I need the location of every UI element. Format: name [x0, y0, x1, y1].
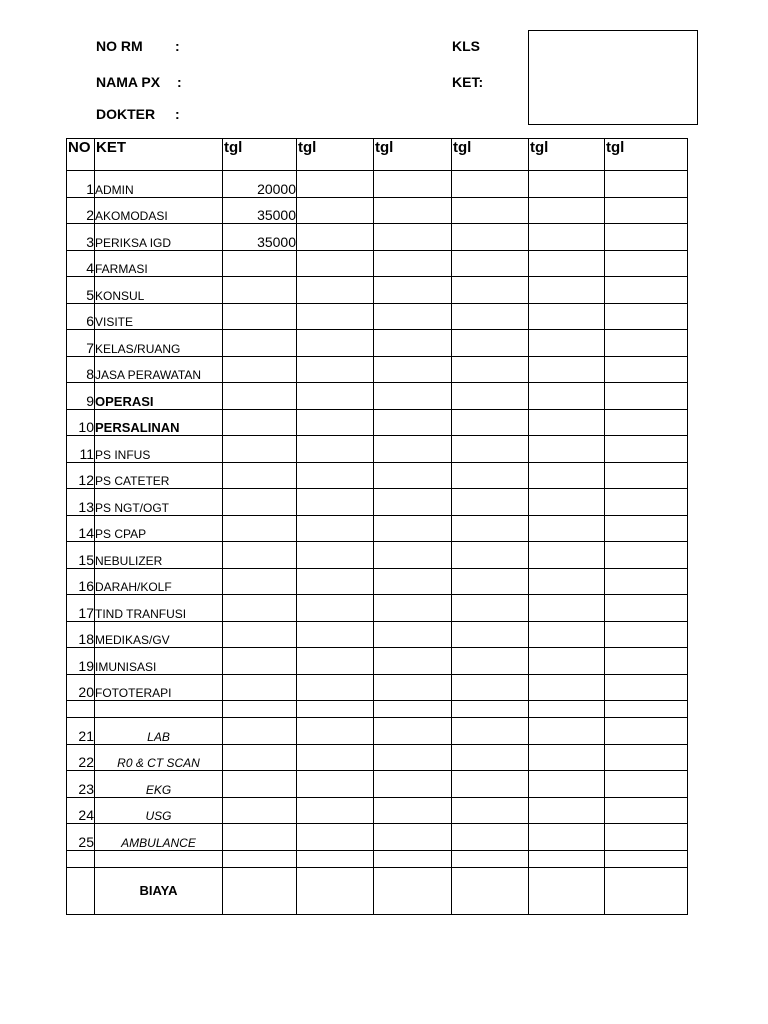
amount-cell[interactable] [605, 250, 688, 277]
row-number: 25 [67, 824, 95, 851]
amount-cell[interactable] [297, 515, 374, 542]
table-row [67, 303, 688, 330]
amount-cell[interactable] [452, 568, 529, 595]
amount-cell[interactable] [605, 621, 688, 648]
row-description: EKG [95, 771, 223, 798]
row-number: 4 [67, 250, 95, 277]
amount-cell[interactable] [605, 489, 688, 516]
amount-cell[interactable] [605, 383, 688, 410]
row-description: ADMIN [95, 171, 223, 198]
row-description: AMBULANCE [95, 824, 223, 851]
amount-cell[interactable] [529, 250, 605, 277]
amount-cell[interactable] [452, 277, 529, 304]
row-number: 12 [67, 462, 95, 489]
empty-cell [529, 701, 605, 718]
amount-cell[interactable] [605, 595, 688, 622]
row-number: 18 [67, 621, 95, 648]
billing-table [66, 138, 688, 915]
empty-cell [605, 850, 688, 867]
amount-cell[interactable] [529, 462, 605, 489]
amount-cell[interactable] [297, 330, 374, 357]
amount-cell[interactable] [374, 250, 452, 277]
amount-cell[interactable] [297, 595, 374, 622]
amount-cell[interactable] [223, 542, 297, 569]
amount-cell[interactable] [297, 250, 374, 277]
amount-cell[interactable] [605, 303, 688, 330]
amount-cell[interactable] [374, 277, 452, 304]
amount-cell[interactable] [223, 330, 297, 357]
row-number: 20 [67, 674, 95, 701]
amount-cell[interactable] [297, 718, 374, 745]
amount-cell[interactable] [223, 568, 297, 595]
table-row [67, 356, 688, 383]
amount-cell[interactable] [605, 744, 688, 771]
amount-cell[interactable] [297, 542, 374, 569]
amount-cell[interactable] [452, 771, 529, 798]
amount-cell[interactable] [297, 224, 374, 251]
table-row [67, 436, 688, 463]
amount-cell[interactable] [452, 489, 529, 516]
amount-cell[interactable] [605, 462, 688, 489]
amount-cell[interactable] [452, 797, 529, 824]
amount-cell[interactable] [529, 436, 605, 463]
amount-cell[interactable] [452, 595, 529, 622]
empty-cell [452, 850, 529, 867]
amount-cell[interactable] [374, 648, 452, 675]
amount-cell[interactable] [223, 462, 297, 489]
col-header-tgl: tgl [605, 139, 688, 171]
table-row [67, 568, 688, 595]
amount-cell[interactable] [452, 383, 529, 410]
empty-cell [67, 850, 95, 867]
row-number: 3 [67, 224, 95, 251]
amount-cell[interactable] [529, 674, 605, 701]
dokter-label: DOKTER [96, 106, 156, 122]
amount-cell[interactable] [297, 797, 374, 824]
row-number: 14 [67, 515, 95, 542]
row-number: 13 [67, 489, 95, 516]
total-cell[interactable] [529, 867, 605, 914]
empty-cell [374, 701, 452, 718]
row-description: R0 & CT SCAN [95, 744, 223, 771]
amount-cell[interactable] [605, 436, 688, 463]
amount-cell[interactable]: 35000 [223, 197, 297, 224]
amount-cell[interactable] [529, 621, 605, 648]
table-row [67, 595, 688, 622]
amount-cell[interactable] [605, 409, 688, 436]
row-number: 9 [67, 383, 95, 410]
empty-cell [297, 850, 374, 867]
empty-cell [67, 867, 95, 914]
empty-cell [95, 701, 223, 718]
row-description: PERIKSA IGD [95, 224, 223, 251]
ket-label: KET: [452, 74, 484, 90]
amount-cell[interactable] [529, 744, 605, 771]
amount-cell[interactable] [223, 595, 297, 622]
amount-cell[interactable] [605, 771, 688, 798]
row-number: 10 [67, 409, 95, 436]
row-description: FOTOTERAPI [95, 674, 223, 701]
amount-cell[interactable] [529, 797, 605, 824]
row-description: KONSUL [95, 277, 223, 304]
kls-label: KLS [452, 38, 480, 54]
row-description: NEBULIZER [95, 542, 223, 569]
row-description: PS CATETER [95, 462, 223, 489]
amount-cell[interactable] [605, 648, 688, 675]
amount-cell[interactable] [223, 303, 297, 330]
row-number: 11 [67, 436, 95, 463]
col-header-tgl: tgl [223, 139, 297, 171]
empty-cell [297, 701, 374, 718]
no-rm-colon: : [175, 38, 180, 54]
row-number: 23 [67, 771, 95, 798]
amount-cell[interactable] [223, 648, 297, 675]
amount-cell[interactable] [374, 383, 452, 410]
amount-cell[interactable] [605, 824, 688, 851]
row-number: 1 [67, 171, 95, 198]
row-number: 16 [67, 568, 95, 595]
amount-cell[interactable] [529, 224, 605, 251]
amount-cell[interactable] [529, 515, 605, 542]
amount-cell[interactable] [529, 489, 605, 516]
amount-cell[interactable] [374, 436, 452, 463]
amount-cell[interactable] [605, 356, 688, 383]
table-row [67, 621, 688, 648]
table-row [67, 542, 688, 569]
amount-cell[interactable] [374, 542, 452, 569]
amount-cell[interactable] [452, 824, 529, 851]
table-row [67, 515, 688, 542]
amount-cell[interactable] [605, 330, 688, 357]
amount-cell[interactable] [452, 197, 529, 224]
row-number: 8 [67, 356, 95, 383]
col-header-tgl: tgl [452, 139, 529, 171]
table-row [67, 718, 688, 745]
amount-cell[interactable] [374, 674, 452, 701]
row-description: LAB [95, 718, 223, 745]
row-description: IMUNISASI [95, 648, 223, 675]
amount-cell[interactable] [529, 330, 605, 357]
amount-cell[interactable] [297, 409, 374, 436]
amount-cell[interactable] [297, 489, 374, 516]
amount-cell[interactable] [297, 674, 374, 701]
amount-cell[interactable] [452, 462, 529, 489]
row-number: 7 [67, 330, 95, 357]
amount-cell[interactable] [529, 197, 605, 224]
row-description: MEDIKAS/GV [95, 621, 223, 648]
amount-cell[interactable] [452, 171, 529, 198]
amount-cell[interactable] [223, 277, 297, 304]
row-description: TIND TRANFUSI [95, 595, 223, 622]
biaya-label: BIAYA [95, 867, 223, 914]
amount-cell[interactable] [529, 542, 605, 569]
amount-cell[interactable] [223, 771, 297, 798]
table-row [67, 277, 688, 304]
amount-cell[interactable] [452, 356, 529, 383]
amount-cell[interactable] [374, 621, 452, 648]
amount-cell[interactable] [374, 744, 452, 771]
amount-cell[interactable]: 35000 [223, 224, 297, 251]
amount-cell[interactable] [374, 489, 452, 516]
amount-cell[interactable] [529, 303, 605, 330]
amount-cell[interactable] [223, 515, 297, 542]
dokter-colon: : [175, 106, 180, 122]
amount-cell[interactable] [223, 436, 297, 463]
amount-cell[interactable] [223, 356, 297, 383]
row-number: 6 [67, 303, 95, 330]
amount-cell[interactable] [529, 595, 605, 622]
total-cell[interactable] [223, 867, 297, 914]
row-number: 5 [67, 277, 95, 304]
table-row [67, 674, 688, 701]
amount-cell[interactable] [374, 303, 452, 330]
amount-cell[interactable] [223, 797, 297, 824]
amount-cell[interactable] [529, 409, 605, 436]
table-row [67, 462, 688, 489]
total-row [67, 867, 688, 914]
empty-cell [95, 850, 223, 867]
amount-cell[interactable] [297, 171, 374, 198]
amount-cell[interactable] [529, 771, 605, 798]
amount-cell[interactable] [297, 824, 374, 851]
table-row [67, 648, 688, 675]
row-description: KELAS/RUANG [95, 330, 223, 357]
row-description: PS INFUS [95, 436, 223, 463]
amount-cell[interactable] [223, 621, 297, 648]
amount-cell[interactable] [374, 356, 452, 383]
amount-cell[interactable] [605, 674, 688, 701]
amount-cell[interactable] [223, 824, 297, 851]
amount-cell[interactable] [452, 744, 529, 771]
amount-cell[interactable] [452, 515, 529, 542]
row-number: 19 [67, 648, 95, 675]
table-row [67, 824, 688, 851]
spacer-row [67, 850, 688, 867]
amount-cell[interactable] [529, 277, 605, 304]
amount-cell[interactable] [452, 250, 529, 277]
row-description: USG [95, 797, 223, 824]
amount-cell[interactable] [452, 303, 529, 330]
row-description: DARAH/KOLF [95, 568, 223, 595]
amount-cell[interactable] [223, 489, 297, 516]
table-row [67, 744, 688, 771]
amount-cell[interactable] [374, 718, 452, 745]
table-row [67, 224, 688, 251]
amount-cell[interactable] [529, 718, 605, 745]
amount-cell[interactable] [297, 462, 374, 489]
amount-cell[interactable] [374, 171, 452, 198]
amount-cell[interactable] [374, 515, 452, 542]
amount-cell[interactable] [374, 409, 452, 436]
row-number: 21 [67, 718, 95, 745]
amount-cell[interactable] [452, 224, 529, 251]
row-description: OPERASI [95, 383, 223, 410]
row-number: 15 [67, 542, 95, 569]
amount-cell[interactable] [297, 568, 374, 595]
row-number: 24 [67, 797, 95, 824]
nama-px-label: NAMA PX [96, 74, 161, 90]
amount-cell[interactable] [452, 542, 529, 569]
total-cell[interactable] [374, 867, 452, 914]
col-header-tgl: tgl [529, 139, 605, 171]
col-header-ket: KET [95, 139, 223, 171]
amount-cell[interactable] [452, 674, 529, 701]
col-header-tgl: tgl [374, 139, 452, 171]
amount-cell[interactable] [374, 797, 452, 824]
amount-cell[interactable] [605, 568, 688, 595]
row-description: PERSALINAN [95, 409, 223, 436]
col-header-no: NO [67, 139, 95, 171]
amount-cell[interactable] [223, 718, 297, 745]
row-description: JASA PERAWATAN [95, 356, 223, 383]
amount-cell[interactable] [297, 436, 374, 463]
amount-cell[interactable] [374, 824, 452, 851]
row-number: 22 [67, 744, 95, 771]
empty-cell [223, 701, 297, 718]
amount-cell[interactable] [297, 771, 374, 798]
row-description: VISITE [95, 303, 223, 330]
amount-cell[interactable] [223, 250, 297, 277]
amount-cell[interactable] [605, 718, 688, 745]
amount-cell[interactable] [529, 356, 605, 383]
row-description: PS NGT/OGT [95, 489, 223, 516]
amount-cell[interactable] [529, 648, 605, 675]
amount-cell[interactable] [223, 674, 297, 701]
amount-cell[interactable] [529, 383, 605, 410]
amount-cell[interactable] [452, 648, 529, 675]
amount-cell[interactable] [223, 383, 297, 410]
table-row [67, 489, 688, 516]
amount-cell[interactable] [605, 542, 688, 569]
row-description: PS CPAP [95, 515, 223, 542]
amount-cell[interactable] [297, 744, 374, 771]
nama-px-colon: : [177, 74, 182, 90]
table-row [67, 409, 688, 436]
amount-cell[interactable] [605, 515, 688, 542]
table-row [67, 171, 688, 198]
amount-cell[interactable] [452, 409, 529, 436]
amount-cell[interactable] [297, 197, 374, 224]
table-row [67, 797, 688, 824]
amount-cell[interactable] [452, 330, 529, 357]
amount-cell[interactable] [297, 383, 374, 410]
amount-cell[interactable] [452, 436, 529, 463]
amount-cell[interactable] [297, 277, 374, 304]
row-number: 2 [67, 197, 95, 224]
empty-cell [452, 701, 529, 718]
amount-cell[interactable] [297, 356, 374, 383]
amount-cell[interactable] [297, 648, 374, 675]
amount-cell[interactable] [297, 621, 374, 648]
amount-cell[interactable] [223, 744, 297, 771]
amount-cell[interactable] [605, 224, 688, 251]
empty-cell [605, 701, 688, 718]
col-header-tgl: tgl [297, 139, 374, 171]
total-cell[interactable] [605, 867, 688, 914]
amount-cell[interactable] [605, 797, 688, 824]
empty-cell [223, 850, 297, 867]
amount-cell[interactable] [605, 171, 688, 198]
amount-cell[interactable] [529, 171, 605, 198]
row-number: 17 [67, 595, 95, 622]
empty-cell [67, 701, 95, 718]
table-row [67, 197, 688, 224]
amount-cell[interactable] [529, 568, 605, 595]
spacer-row [67, 701, 688, 718]
row-description: AKOMODASI [95, 197, 223, 224]
amount-cell[interactable]: 20000 [223, 171, 297, 198]
table-row [67, 330, 688, 357]
kls-box [528, 30, 698, 125]
amount-cell[interactable] [452, 718, 529, 745]
amount-cell[interactable] [374, 224, 452, 251]
empty-cell [374, 850, 452, 867]
amount-cell[interactable] [374, 568, 452, 595]
no-rm-label: NO RM [96, 38, 143, 54]
empty-cell [529, 850, 605, 867]
row-description: FARMASI [95, 250, 223, 277]
amount-cell[interactable] [374, 330, 452, 357]
header-row [67, 139, 688, 171]
amount-cell[interactable] [605, 197, 688, 224]
amount-cell[interactable] [374, 771, 452, 798]
amount-cell[interactable] [374, 197, 452, 224]
amount-cell[interactable] [374, 595, 452, 622]
amount-cell[interactable] [297, 303, 374, 330]
total-cell[interactable] [297, 867, 374, 914]
table-row [67, 250, 688, 277]
amount-cell[interactable] [374, 462, 452, 489]
amount-cell[interactable] [529, 824, 605, 851]
total-cell[interactable] [452, 867, 529, 914]
amount-cell[interactable] [452, 621, 529, 648]
amount-cell[interactable] [223, 409, 297, 436]
table-row [67, 383, 688, 410]
amount-cell[interactable] [605, 277, 688, 304]
table-row [67, 771, 688, 798]
